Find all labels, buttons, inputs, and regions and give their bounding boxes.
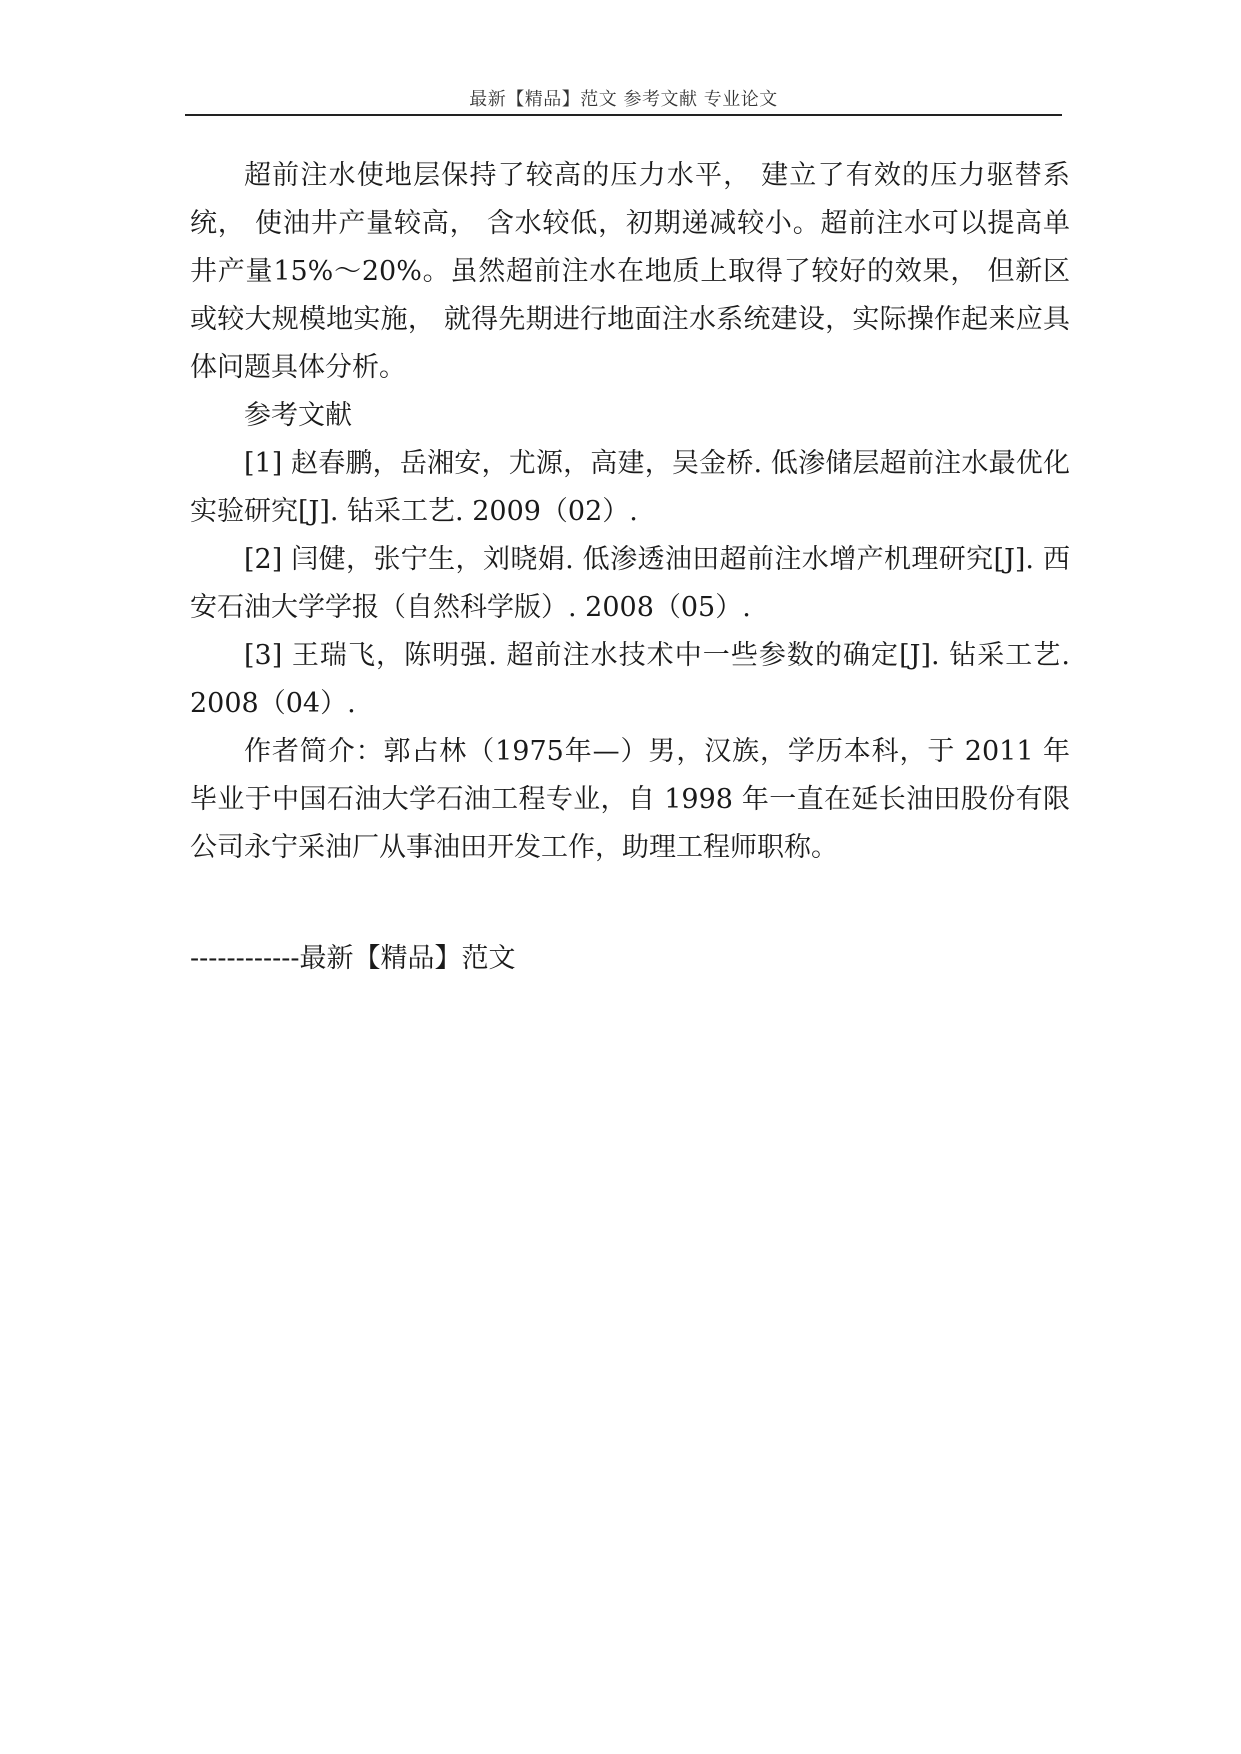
reference-item-2: [2] 闫健，张宁生，刘晓娟. 低渗透油田超前注水增产机理研究[J]. 西安石油大学学报（自然科学版）. 2008（05）. [190, 544, 1070, 623]
document-body [190, 152, 1070, 872]
reference-item-3: [3] 王瑞飞，陈明强. 超前注水技术中一些参数的确定[J]. 钻采工艺. 2008（04）. [190, 640, 1070, 719]
author-bio: 作者简介：郭占林（1975年—）男，汉族，学历本科，于 2011 年毕业于中国石油大学石油工程专业，自 1998 年一直在延长油田股份有限公司永宁采油厂从事油田开发工作，助理工程师职称。 [190, 736, 1070, 863]
references-heading: 参考文献 [244, 400, 352, 431]
body-paragraph: 超前注水使地层保持了较高的压力水平， 建立了有效的压力驱替系统， 使油井产量较高， 含水较低，初期递减较小。超前注水可以提高单井产量15%～20%。虽然超前注水在地质上取得了较好的效果， 但新区或较大规模地实施， 就得先期进行地面注水系统建设，实际操作起来应具体问题具体分析。 [190, 160, 1070, 383]
reference-item-1: [1] 赵春鹏，岳湘安，尤源，高建，吴金桥. 低渗储层超前注水最优化实验研究[J]. 钻采工艺. 2009（02）. [190, 448, 1070, 527]
page-header: 最新【精品】范文 参考文献 专业论文 [185, 86, 1062, 116]
footer-text: ------------最新【精品】范文 [190, 943, 516, 974]
